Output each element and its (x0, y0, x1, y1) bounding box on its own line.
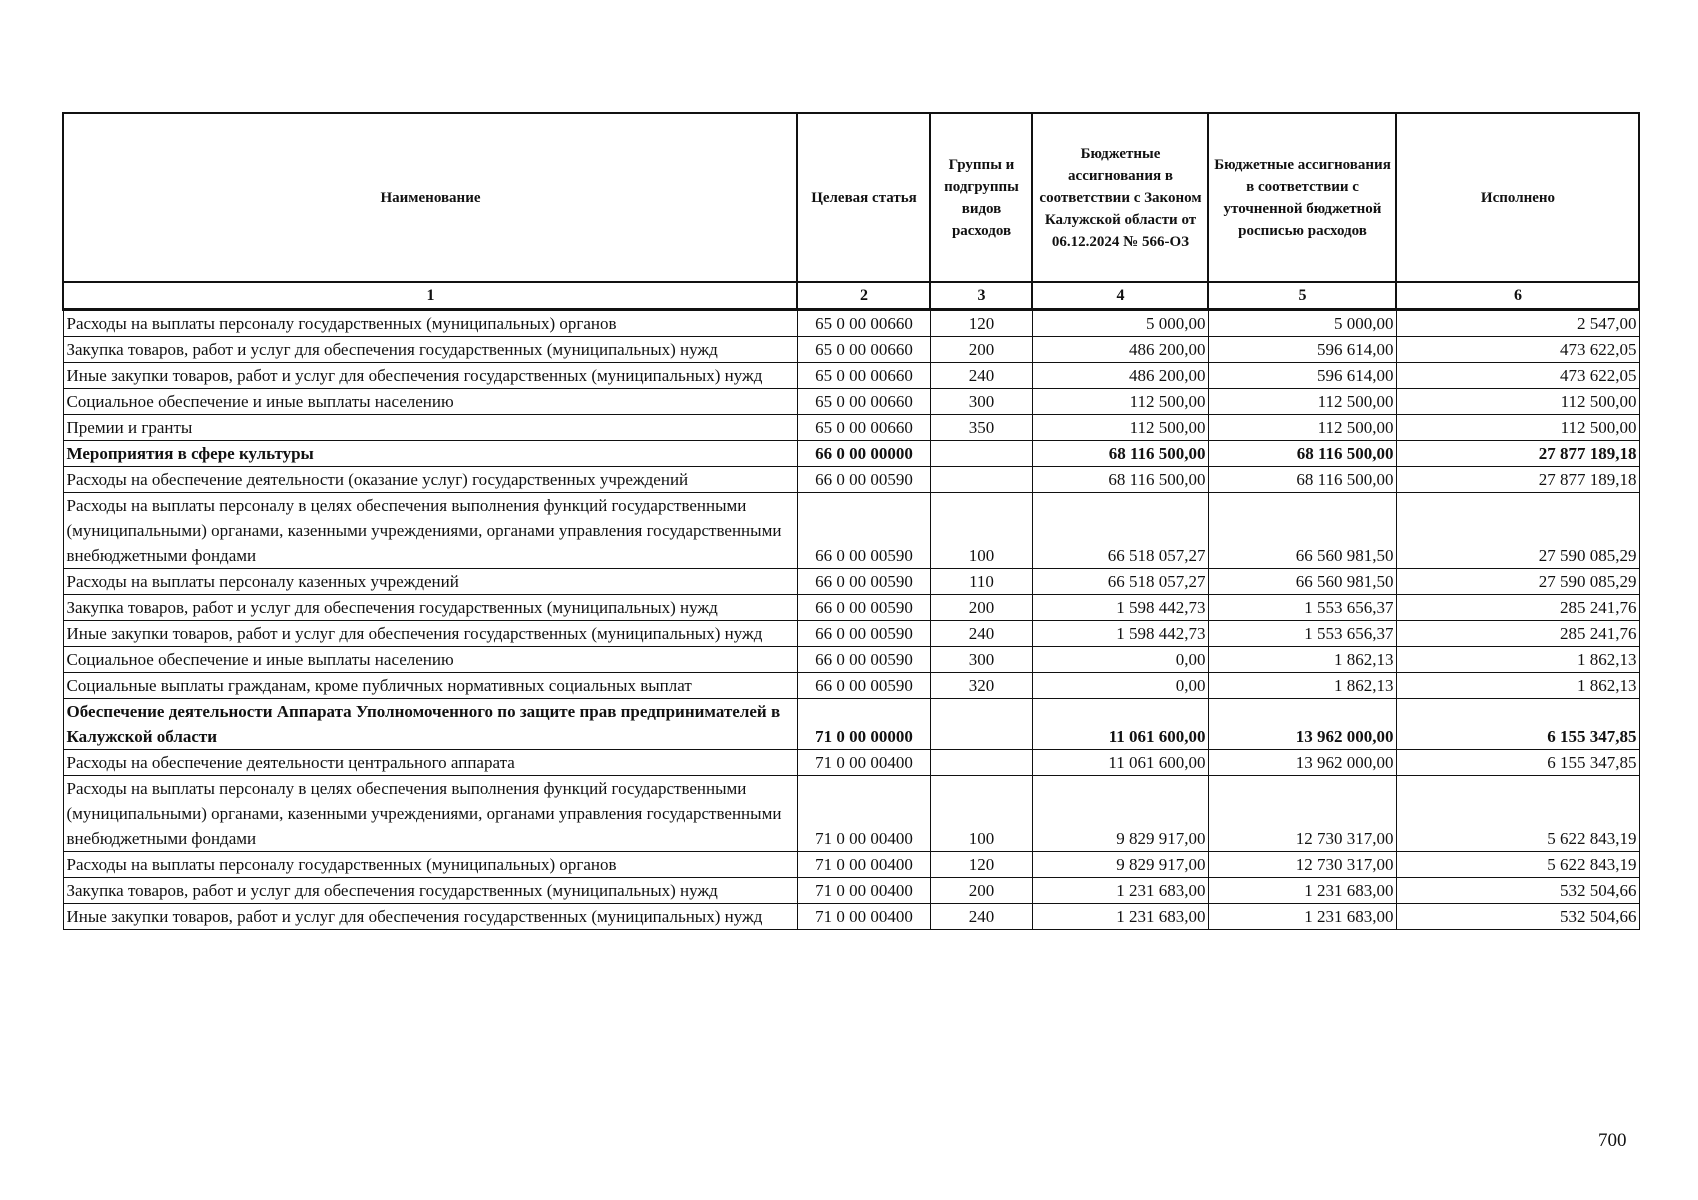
row-executed-amount: 27 590 085,29 (1396, 569, 1639, 595)
row-name: Закупка товаров, работ и услуг для обеспечения государственных (муниципальных) нужд (63, 878, 797, 904)
row-expense-group: 320 (930, 673, 1032, 699)
row-executed-amount: 27 877 189,18 (1396, 441, 1639, 467)
table-row (63, 647, 1639, 673)
budget-table (62, 112, 1640, 930)
row-refined-amount: 66 560 981,50 (1208, 493, 1396, 569)
row-name: Иные закупки товаров, работ и услуг для обеспечения государственных (муниципальных) нужд (63, 621, 797, 647)
column-number: 3 (930, 282, 1032, 310)
row-expense-group: 300 (930, 389, 1032, 415)
table-row (63, 699, 1639, 750)
column-number-row (63, 282, 1639, 310)
table-row (63, 363, 1639, 389)
row-refined-amount: 1 862,13 (1208, 647, 1396, 673)
header-expense-group: Группы и подгруппы видов расходов (930, 113, 1032, 282)
row-target-article: 66 0 00 00590 (797, 673, 930, 699)
row-target-article: 71 0 00 00400 (797, 852, 930, 878)
row-name: Иные закупки товаров, работ и услуг для обеспечения государственных (муниципальных) нужд (63, 363, 797, 389)
row-name: Расходы на выплаты персоналу казенных учреждений (63, 569, 797, 595)
row-executed-amount: 112 500,00 (1396, 389, 1639, 415)
row-law-amount: 112 500,00 (1032, 415, 1208, 441)
row-expense-group (930, 441, 1032, 467)
row-expense-group: 120 (930, 310, 1032, 337)
header-law-allocations: Бюджетные ассигнования в соответствии с Законом Калужской области от 06.12.2024 № 566-ОЗ (1032, 113, 1208, 282)
row-executed-amount: 5 622 843,19 (1396, 776, 1639, 852)
row-executed-amount: 532 504,66 (1396, 904, 1639, 930)
row-expense-group (930, 750, 1032, 776)
row-executed-amount: 27 877 189,18 (1396, 467, 1639, 493)
row-law-amount: 11 061 600,00 (1032, 750, 1208, 776)
table-row (63, 595, 1639, 621)
row-law-amount: 1 231 683,00 (1032, 904, 1208, 930)
row-refined-amount: 68 116 500,00 (1208, 467, 1396, 493)
row-law-amount: 112 500,00 (1032, 389, 1208, 415)
row-law-amount: 9 829 917,00 (1032, 852, 1208, 878)
row-expense-group: 120 (930, 852, 1032, 878)
row-executed-amount: 1 862,13 (1396, 673, 1639, 699)
row-expense-group: 350 (930, 415, 1032, 441)
header-executed: Исполнено (1396, 113, 1639, 282)
row-law-amount: 1 598 442,73 (1032, 595, 1208, 621)
row-refined-amount: 68 116 500,00 (1208, 441, 1396, 467)
table-row (63, 750, 1639, 776)
row-expense-group: 300 (930, 647, 1032, 673)
row-target-article: 66 0 00 00590 (797, 493, 930, 569)
row-name: Социальные выплаты гражданам, кроме публичных нормативных социальных выплат (63, 673, 797, 699)
row-expense-group: 100 (930, 493, 1032, 569)
row-executed-amount: 285 241,76 (1396, 595, 1639, 621)
row-law-amount: 486 200,00 (1032, 337, 1208, 363)
row-refined-amount: 1 553 656,37 (1208, 621, 1396, 647)
header-target-article: Целевая статья (797, 113, 930, 282)
column-number: 6 (1396, 282, 1639, 310)
row-refined-amount: 13 962 000,00 (1208, 750, 1396, 776)
row-expense-group (930, 467, 1032, 493)
row-target-article: 65 0 00 00660 (797, 415, 930, 441)
header-refined-allocations: Бюджетные ассигнования в соответствии с уточненной бюджетной росписью расходов (1208, 113, 1396, 282)
row-refined-amount: 1 231 683,00 (1208, 904, 1396, 930)
row-target-article: 66 0 00 00590 (797, 647, 930, 673)
row-executed-amount: 112 500,00 (1396, 415, 1639, 441)
table-row (63, 904, 1639, 930)
table-row (63, 337, 1639, 363)
row-target-article: 71 0 00 00400 (797, 750, 930, 776)
row-executed-amount: 473 622,05 (1396, 363, 1639, 389)
row-target-article: 66 0 00 00000 (797, 441, 930, 467)
row-law-amount: 66 518 057,27 (1032, 569, 1208, 595)
row-name: Иные закупки товаров, работ и услуг для обеспечения государственных (муниципальных) нужд (63, 904, 797, 930)
column-number: 1 (63, 282, 797, 310)
table-row (63, 621, 1639, 647)
row-name: Социальное обеспечение и иные выплаты населению (63, 389, 797, 415)
header-name: Наименование (63, 113, 797, 282)
row-expense-group: 200 (930, 337, 1032, 363)
row-law-amount: 68 116 500,00 (1032, 467, 1208, 493)
row-refined-amount: 12 730 317,00 (1208, 776, 1396, 852)
row-refined-amount: 66 560 981,50 (1208, 569, 1396, 595)
row-name: Расходы на выплаты персоналу государственных (муниципальных) органов (63, 310, 797, 337)
row-target-article: 71 0 00 00400 (797, 904, 930, 930)
row-target-article: 65 0 00 00660 (797, 310, 930, 337)
table-row (63, 493, 1639, 569)
row-name: Расходы на обеспечение деятельности (оказание услуг) государственных учреждений (63, 467, 797, 493)
row-name: Социальное обеспечение и иные выплаты населению (63, 647, 797, 673)
row-name: Закупка товаров, работ и услуг для обеспечения государственных (муниципальных) нужд (63, 595, 797, 621)
row-law-amount: 9 829 917,00 (1032, 776, 1208, 852)
row-name: Расходы на выплаты персоналу в целях обеспечения выполнения функций государственными (муниципальными) органами, казенными учреждениями, органами управления государственными внебюджетными фондами (63, 776, 797, 852)
page-number: 700 (1598, 1130, 1627, 1151)
row-target-article: 66 0 00 00590 (797, 595, 930, 621)
header-row (63, 113, 1639, 282)
table-row (63, 389, 1639, 415)
row-target-article: 71 0 00 00000 (797, 699, 930, 750)
row-expense-group: 200 (930, 595, 1032, 621)
row-target-article: 66 0 00 00590 (797, 569, 930, 595)
row-expense-group: 240 (930, 904, 1032, 930)
row-expense-group: 200 (930, 878, 1032, 904)
column-number: 2 (797, 282, 930, 310)
row-name: Расходы на выплаты персоналу в целях обеспечения выполнения функций государственными (муниципальными) органами, казенными учреждениями, органами управления государственными внебюджетными фондами (63, 493, 797, 569)
row-refined-amount: 1 862,13 (1208, 673, 1396, 699)
row-law-amount: 5 000,00 (1032, 310, 1208, 337)
table-row (63, 415, 1639, 441)
row-executed-amount: 473 622,05 (1396, 337, 1639, 363)
table-row (63, 569, 1639, 595)
row-refined-amount: 596 614,00 (1208, 363, 1396, 389)
row-target-article: 65 0 00 00660 (797, 337, 930, 363)
table-header (63, 113, 1639, 310)
row-refined-amount: 1 231 683,00 (1208, 878, 1396, 904)
row-executed-amount: 2 547,00 (1396, 310, 1639, 337)
table-row (63, 776, 1639, 852)
row-executed-amount: 1 862,13 (1396, 647, 1639, 673)
row-refined-amount: 112 500,00 (1208, 415, 1396, 441)
row-expense-group: 100 (930, 776, 1032, 852)
table-row (63, 310, 1639, 337)
row-target-article: 65 0 00 00660 (797, 363, 930, 389)
table-row (63, 852, 1639, 878)
row-name: Расходы на выплаты персоналу государственных (муниципальных) органов (63, 852, 797, 878)
table-row (63, 673, 1639, 699)
row-expense-group: 240 (930, 363, 1032, 389)
row-refined-amount: 12 730 317,00 (1208, 852, 1396, 878)
column-number: 5 (1208, 282, 1396, 310)
row-law-amount: 486 200,00 (1032, 363, 1208, 389)
table-body (63, 310, 1639, 930)
column-number: 4 (1032, 282, 1208, 310)
row-target-article: 66 0 00 00590 (797, 467, 930, 493)
row-refined-amount: 112 500,00 (1208, 389, 1396, 415)
row-target-article: 65 0 00 00660 (797, 389, 930, 415)
row-refined-amount: 1 553 656,37 (1208, 595, 1396, 621)
row-executed-amount: 6 155 347,85 (1396, 699, 1639, 750)
row-executed-amount: 27 590 085,29 (1396, 493, 1639, 569)
row-expense-group (930, 699, 1032, 750)
row-refined-amount: 596 614,00 (1208, 337, 1396, 363)
row-name: Обеспечение деятельности Аппарата Уполномоченного по защите прав предпринимателей в Калужской области (63, 699, 797, 750)
row-executed-amount: 6 155 347,85 (1396, 750, 1639, 776)
row-expense-group: 240 (930, 621, 1032, 647)
row-law-amount: 1 598 442,73 (1032, 621, 1208, 647)
row-executed-amount: 532 504,66 (1396, 878, 1639, 904)
row-law-amount: 11 061 600,00 (1032, 699, 1208, 750)
table-row (63, 441, 1639, 467)
row-law-amount: 0,00 (1032, 647, 1208, 673)
row-name: Закупка товаров, работ и услуг для обеспечения государственных (муниципальных) нужд (63, 337, 797, 363)
row-name: Премии и гранты (63, 415, 797, 441)
row-refined-amount: 13 962 000,00 (1208, 699, 1396, 750)
row-name: Мероприятия в сфере культуры (63, 441, 797, 467)
row-expense-group: 110 (930, 569, 1032, 595)
table-row (63, 467, 1639, 493)
row-executed-amount: 5 622 843,19 (1396, 852, 1639, 878)
row-target-article: 71 0 00 00400 (797, 776, 930, 852)
table-row (63, 878, 1639, 904)
row-law-amount: 0,00 (1032, 673, 1208, 699)
row-target-article: 66 0 00 00590 (797, 621, 930, 647)
row-executed-amount: 285 241,76 (1396, 621, 1639, 647)
row-law-amount: 66 518 057,27 (1032, 493, 1208, 569)
row-name: Расходы на обеспечение деятельности центрального аппарата (63, 750, 797, 776)
row-target-article: 71 0 00 00400 (797, 878, 930, 904)
row-law-amount: 68 116 500,00 (1032, 441, 1208, 467)
row-law-amount: 1 231 683,00 (1032, 878, 1208, 904)
row-refined-amount: 5 000,00 (1208, 310, 1396, 337)
